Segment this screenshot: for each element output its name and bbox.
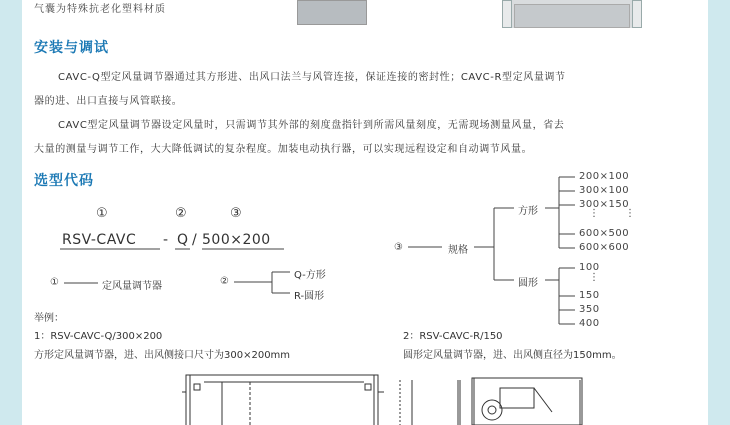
code-separator-2: / xyxy=(192,232,198,248)
example-1-code: 1：RSV-CAVC-Q/300×200 xyxy=(34,331,163,342)
square-size-1: 200×100 xyxy=(579,171,630,182)
round-size-1: 100 xyxy=(579,262,600,273)
diagram-lines xyxy=(22,0,708,425)
square-ellipsis-left: ⋮ xyxy=(589,208,599,219)
round-size-3: 350 xyxy=(579,304,600,315)
square-ellipsis-right: ⋮ xyxy=(625,208,635,219)
code-separator-1: - xyxy=(163,232,169,248)
round-size-4: 400 xyxy=(579,318,600,329)
round-label: 圆形 xyxy=(518,278,538,289)
legend-2-number: ② xyxy=(220,276,229,287)
technical-drawing-round xyxy=(458,378,582,425)
square-size-2: 300×100 xyxy=(579,185,630,196)
code-circle-3: ③ xyxy=(230,206,242,221)
code-part-model: RSV-CAVC xyxy=(62,232,137,248)
round-size-2: 150 xyxy=(579,290,600,301)
code-circle-2: ② xyxy=(175,206,187,221)
round-ellipsis: ⋮ xyxy=(589,272,599,283)
airbag-caption: 气囊为特殊抗老化塑料材质 xyxy=(34,4,166,15)
install-heading: 安装与调试 xyxy=(34,40,109,56)
install-paragraph-1-line-2: 器的进、出口直接与风管联接。 xyxy=(34,96,183,107)
code-part-shape: Q xyxy=(177,232,189,248)
code-part-size: 500×200 xyxy=(202,232,271,248)
legend-2-square: Q-方形 xyxy=(294,270,326,281)
code-circle-1: ① xyxy=(96,206,108,221)
example-1-description: 方形定风量调节器，进、出风侧接口尺寸为300×200mm xyxy=(34,350,291,361)
install-paragraph-2-line-1: CAVC型定风量调节器设定风量时，只需调节其外部的刻度盘指针到所需风量刻度，无需现场测量风量，省去 xyxy=(58,120,565,131)
selection-heading: 选型代码 xyxy=(34,173,94,189)
square-size-5: 600×600 xyxy=(579,242,630,253)
spec-label: 规格 xyxy=(448,245,468,256)
legend-1-number: ① xyxy=(50,277,59,288)
spec-number: ③ xyxy=(394,242,403,253)
example-heading: 举例： xyxy=(34,313,64,324)
legend-1-text: 定风量调节器 xyxy=(102,281,162,292)
square-label: 方形 xyxy=(518,206,538,217)
example-2-code: 2：RSV-CAVC-R/150 xyxy=(403,331,503,342)
technical-drawing-square xyxy=(182,375,412,425)
square-size-4: 600×500 xyxy=(579,228,630,239)
product-page xyxy=(22,0,708,425)
example-2-description: 圆形定风量调节器，进、出风侧直径为150mm。 xyxy=(403,350,622,361)
legend-2-round: R-圆形 xyxy=(294,291,325,302)
install-paragraph-1-line-1: CAVC-Q型定风量调节器通过其方形进、出风口法兰与风管连接，保证连接的密封性；CAVC-R型定风量调节 xyxy=(58,72,566,83)
install-paragraph-2-line-2: 大量的测量与调节工作，大大降低调试的复杂程度。加装电动执行器，可以实现远程设定和自动调节风量。 xyxy=(34,144,533,155)
square-size-3: 300×150 xyxy=(579,199,630,210)
